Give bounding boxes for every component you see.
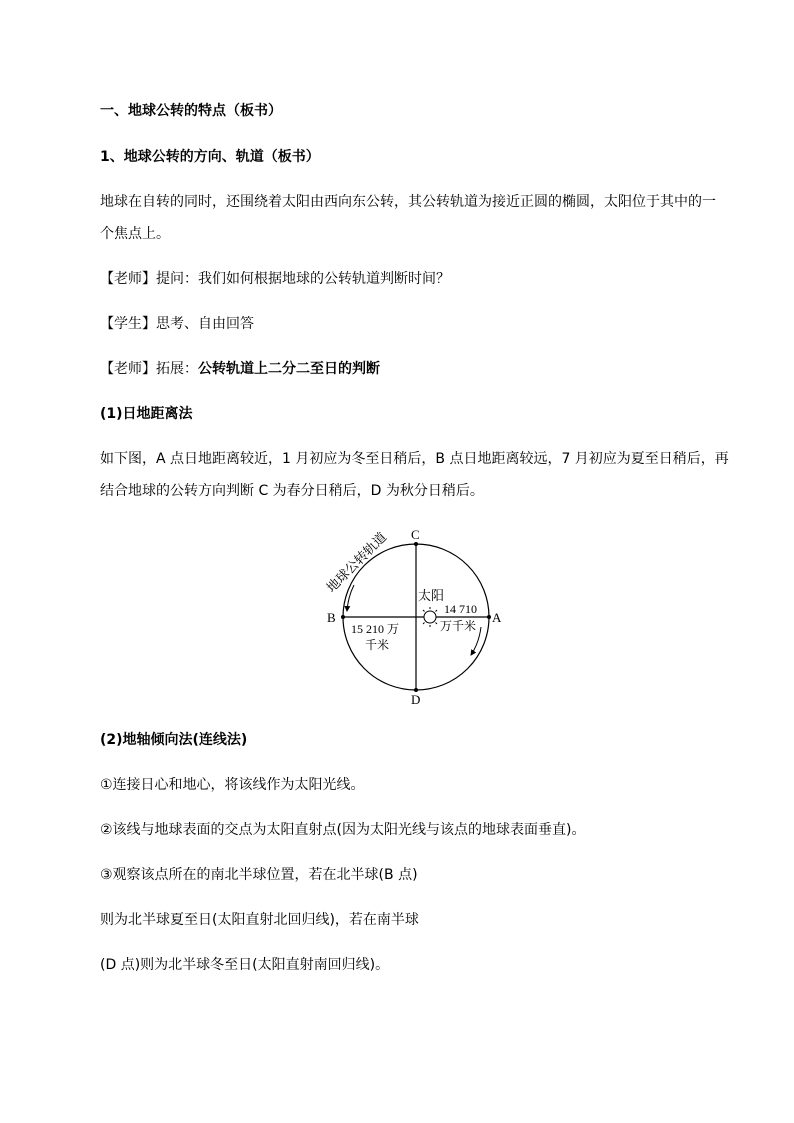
teacher-question [100, 269, 450, 289]
label-c: C [411, 527, 420, 542]
point-a [487, 615, 491, 619]
teacher-question-text: 提问：我们如何根据地球的公转轨道判断时间？ [156, 271, 450, 287]
teacher-extension-topic: 公转轨道上二分二至日的判断 [198, 361, 380, 377]
distance-near-line2: 万千米 [440, 619, 477, 633]
orbit-label: 地球公转轨道 [323, 529, 390, 596]
student-answer-text: 思考、自由回答 [156, 316, 254, 332]
step-2: ②该线与地球表面的交点为太阳直射点(因为太阳光线与该点的地球表面垂直)。 [100, 822, 586, 838]
label-a: A [492, 610, 502, 625]
teacher-extension [100, 359, 380, 379]
paragraph-line: 结合地球的公转方向判断 C 为春分日稍后，D 为秋分日稍后。 [100, 483, 484, 499]
teacher-tag: 【老师】 [100, 271, 156, 287]
step-3: ③观察该点所在的南北半球位置，若在北半球(B 点) [100, 867, 418, 883]
teacher-extension-prefix: 拓展： [156, 361, 198, 377]
section-heading: 一、地球公转的特点（板书） [100, 103, 282, 119]
paragraph-line: 个焦点上。 [100, 226, 170, 242]
step-3-continued: 则为北半球夏至日(太阳直射北回归线)，若在南半球 [100, 912, 419, 928]
distance-far-line1: 15 210 万 [351, 622, 400, 636]
method2-title: (2)地轴倾向法(连线法) [100, 732, 248, 748]
point-c [414, 542, 418, 546]
step-3-continued: (D 点)则为北半球冬至日(太阳直射南回归线)。 [100, 957, 390, 973]
point-b [341, 615, 345, 619]
student-tag: 【学生】 [100, 316, 156, 332]
sub-heading: 1、地球公转的方向、轨道（板书） [100, 149, 320, 165]
label-d: D [411, 692, 421, 707]
distance-far-line2: 千米 [365, 638, 390, 652]
step-1: ①连接日心和地心，将该线作为太阳光线。 [100, 777, 365, 793]
distance-near-line1: 14 710 [444, 602, 477, 616]
orbit-diagram [318, 523, 508, 709]
teacher-tag: 【老师】 [100, 361, 156, 377]
sun-label: 太阳 [418, 588, 445, 603]
paragraph-line: 地球在自转的同时，还围绕着太阳由西向东公转，其公转轨道为接近正圆的椭圆，太阳位于其中的一 [100, 194, 716, 210]
label-b: B [327, 610, 336, 625]
method1-title: (1)日地距离法 [100, 406, 193, 422]
student-answer [100, 314, 254, 334]
paragraph-line: 如下图，A 点日地距离较近，1 月初应为冬至日稍后，B 点日地距离较远，7 月初应为夏至日稍后，再 [100, 451, 729, 467]
